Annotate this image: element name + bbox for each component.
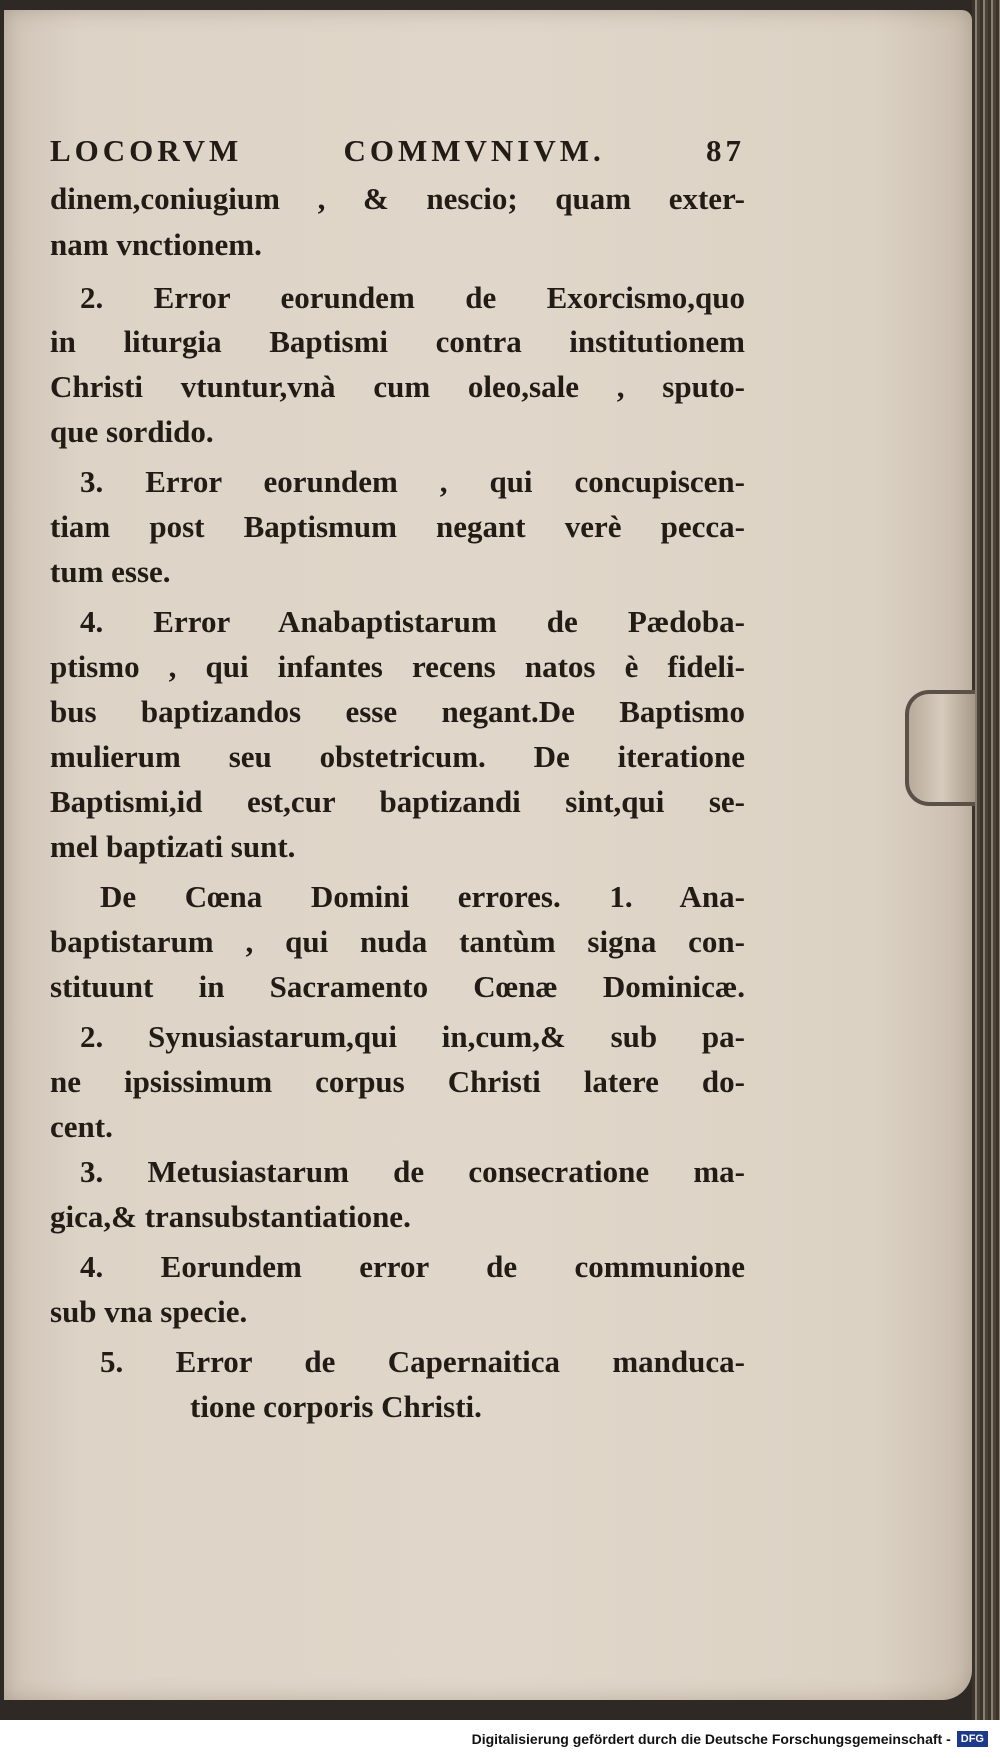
text-line: 3. Error eorundem , qui concupiscen- — [80, 464, 745, 499]
text-line: tum esse. — [50, 554, 171, 589]
text-line: De Cœna Domini errores. 1. Ana- — [100, 879, 745, 914]
text-line: que sordido. — [50, 414, 214, 449]
text-line: 4. Error Anabaptistarum de Pædoba- — [80, 604, 745, 639]
text-line: 2. Synusiastarum,qui in,cum,& sub pa- — [80, 1019, 745, 1054]
text-line: Baptismi,id est,cur baptizandi sint,qui se- — [50, 784, 745, 819]
text-line: ptismo , qui infantes recens natos è fideli- — [50, 649, 745, 684]
running-head — [50, 132, 745, 170]
text-line: 2. Error eorundem de Exorcismo,quo — [80, 280, 745, 315]
footer-text: Digitalisierung gefördert durch die Deutsche Forschungsgemeinschaft - — [471, 1731, 951, 1747]
book-clasp — [905, 690, 975, 806]
text-line: bus baptizandos esse negant.De Baptismo — [50, 694, 745, 729]
text-line: 5. Error de Capernaitica manduca- — [100, 1344, 745, 1379]
text-line: 4. Eorundem error de communione — [80, 1249, 745, 1284]
dfg-logo: DFG — [957, 1731, 988, 1747]
text-line: mulierum seu obstetricum. De iteratione — [50, 739, 745, 774]
running-title: LOCORVM COMMVNIVM. — [50, 133, 605, 168]
text-line: nam vnctionem. — [50, 227, 262, 262]
text-line: Christi vtuntur,vnà cum oleo,sale , sputo- — [50, 369, 745, 404]
text-line: sub vna specie. — [50, 1294, 248, 1329]
text-line: mel baptizati sunt. — [50, 829, 296, 864]
text-line: 3. Metusiastarum de consecratione ma- — [80, 1154, 745, 1189]
text-line: in liturgia Baptismi contra institutionem — [50, 324, 745, 359]
text-line: tione corporis Christi. — [190, 1389, 482, 1424]
text-line: tiam post Baptismum negant verè pecca- — [50, 509, 745, 544]
text-line: cent. — [50, 1109, 113, 1144]
text-line: dinem,coniugium , & nescio; quam exter- — [50, 181, 745, 216]
page-number: 87 — [706, 133, 745, 168]
footer-credit — [0, 1720, 1000, 1758]
text-line: stituunt in Sacramento Cœnæ Dominicæ. — [50, 969, 745, 1004]
text-line: baptistarum , qui nuda tantùm signa con- — [50, 924, 745, 959]
text-line: gica,& transubstantiatione. — [50, 1199, 411, 1234]
text-line: ne ipsissimum corpus Christi latere do- — [50, 1064, 745, 1099]
page-edges — [972, 0, 1000, 1720]
